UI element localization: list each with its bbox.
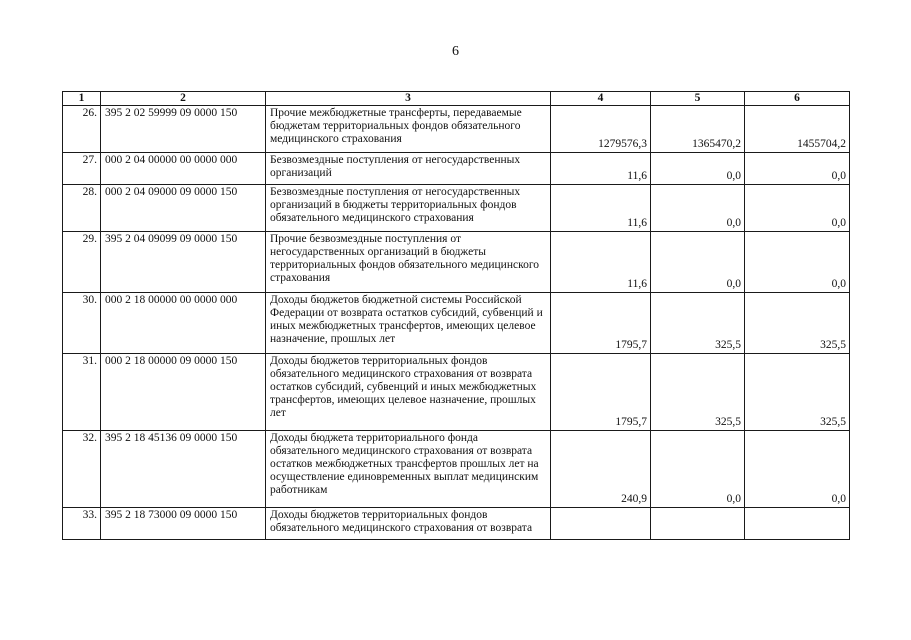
value-text: 0,0	[726, 493, 741, 505]
value-text: 11,6	[627, 217, 647, 229]
value-text: 0,0	[831, 170, 846, 182]
value-text: 0,0	[831, 493, 846, 505]
budget-code: 395 2 02 59999 09 0000 150	[101, 106, 266, 153]
table-row	[63, 153, 850, 185]
budget-code: 000 2 18 00000 09 0000 150	[101, 354, 266, 431]
value-text: 325,5	[715, 416, 741, 428]
row-number: 32.	[63, 431, 101, 508]
table-row	[63, 106, 850, 153]
value-col-5	[651, 293, 745, 354]
value-text: 1795,7	[615, 416, 647, 428]
value-text: 1795,7	[615, 339, 647, 351]
revenue-name: Доходы бюджетов территориальных фондов обязательного медицинского страхования от возврата	[266, 508, 551, 540]
value-col-4	[551, 232, 651, 293]
value-text: 1365470,2	[692, 138, 741, 150]
budget-code: 395 2 18 45136 09 0000 150	[101, 431, 266, 508]
value-col-6	[745, 153, 850, 185]
value-col-5	[651, 508, 745, 540]
value-text: 240,9	[621, 493, 647, 505]
value-text: 0,0	[726, 217, 741, 229]
header-cell-2: 2	[101, 92, 266, 106]
budget-code: 000 2 18 00000 00 0000 000	[101, 293, 266, 354]
row-number: 33.	[63, 508, 101, 540]
header-cell-1: 1	[63, 92, 101, 106]
header-cell-4: 4	[551, 92, 651, 106]
budget-code: 395 2 04 09099 09 0000 150	[101, 232, 266, 293]
row-number: 30.	[63, 293, 101, 354]
value-text: 11,6	[627, 278, 647, 290]
revenue-name: Доходы бюджета территориального фонда обязательного медицинского страхования от возврата остатков межбюджетных трансфертов прошлых лет на осуществление единовременных выплат медицинским работникам	[266, 431, 551, 508]
value-col-5	[651, 354, 745, 431]
value-text: 1279576,3	[598, 138, 647, 150]
revenue-name: Безвозмездные поступления от негосударственных организаций в бюджеты территориальных фондов обязательного медицинского страхования	[266, 185, 551, 232]
value-col-5	[651, 232, 745, 293]
value-col-6	[745, 431, 850, 508]
row-number: 27.	[63, 153, 101, 185]
value-text: 325,5	[820, 416, 846, 428]
value-col-4	[551, 431, 651, 508]
value-col-6	[745, 508, 850, 540]
page-number: 6	[452, 44, 459, 59]
value-col-6	[745, 185, 850, 232]
table-row	[63, 293, 850, 354]
table-header-row	[63, 92, 850, 106]
value-col-4	[551, 106, 651, 153]
value-text: 0,0	[726, 170, 741, 182]
budget-code: 395 2 18 73000 09 0000 150	[101, 508, 266, 540]
value-col-4	[551, 354, 651, 431]
header-cell-3: 3	[266, 92, 551, 106]
value-col-5	[651, 106, 745, 153]
value-col-5	[651, 431, 745, 508]
value-text: 11,6	[627, 170, 647, 182]
budget-code: 000 2 04 00000 00 0000 000	[101, 153, 266, 185]
value-col-6	[745, 293, 850, 354]
table-row	[63, 185, 850, 232]
row-number: 29.	[63, 232, 101, 293]
value-text: 0,0	[831, 278, 846, 290]
value-col-4	[551, 508, 651, 540]
value-col-4	[551, 293, 651, 354]
value-col-6	[745, 232, 850, 293]
value-text: 1455704,2	[797, 138, 846, 150]
value-col-5	[651, 185, 745, 232]
value-text: 325,5	[715, 339, 741, 351]
revenue-name: Доходы бюджетов бюджетной системы Российской Федерации от возврата остатков субсидий, субвенций и иных межбюджетных трансфертов, имеющих целевое назначение, прошлых лет	[266, 293, 551, 354]
budget-code: 000 2 04 09000 09 0000 150	[101, 185, 266, 232]
table-row	[63, 232, 850, 293]
header-cell-6: 6	[745, 92, 850, 106]
revenue-name: Прочие межбюджетные трансферты, передаваемые бюджетам территориальных фондов обязательного медицинского страхования	[266, 106, 551, 153]
value-col-4	[551, 153, 651, 185]
value-text: 0,0	[831, 217, 846, 229]
revenue-name: Безвозмездные поступления от негосударственных организаций	[266, 153, 551, 185]
budget-revenue-table	[62, 91, 850, 540]
revenue-name: Доходы бюджетов территориальных фондов обязательного медицинского страхования от возврата остатков субсидий, субвенций и иных межбюджетных трансфертов, имеющих целевое назначение, прошлых лет	[266, 354, 551, 431]
row-number: 26.	[63, 106, 101, 153]
value-col-6	[745, 354, 850, 431]
value-col-6	[745, 106, 850, 153]
value-col-4	[551, 185, 651, 232]
value-text: 325,5	[820, 339, 846, 351]
row-number: 28.	[63, 185, 101, 232]
table-row	[63, 508, 850, 540]
table-row	[63, 354, 850, 431]
value-col-5	[651, 153, 745, 185]
value-text: 0,0	[726, 278, 741, 290]
table-row	[63, 431, 850, 508]
revenue-name: Прочие безвозмездные поступления от негосударственных организаций в бюджеты территориальных фондов обязательного медицинского страхования	[266, 232, 551, 293]
header-cell-5: 5	[651, 92, 745, 106]
row-number: 31.	[63, 354, 101, 431]
